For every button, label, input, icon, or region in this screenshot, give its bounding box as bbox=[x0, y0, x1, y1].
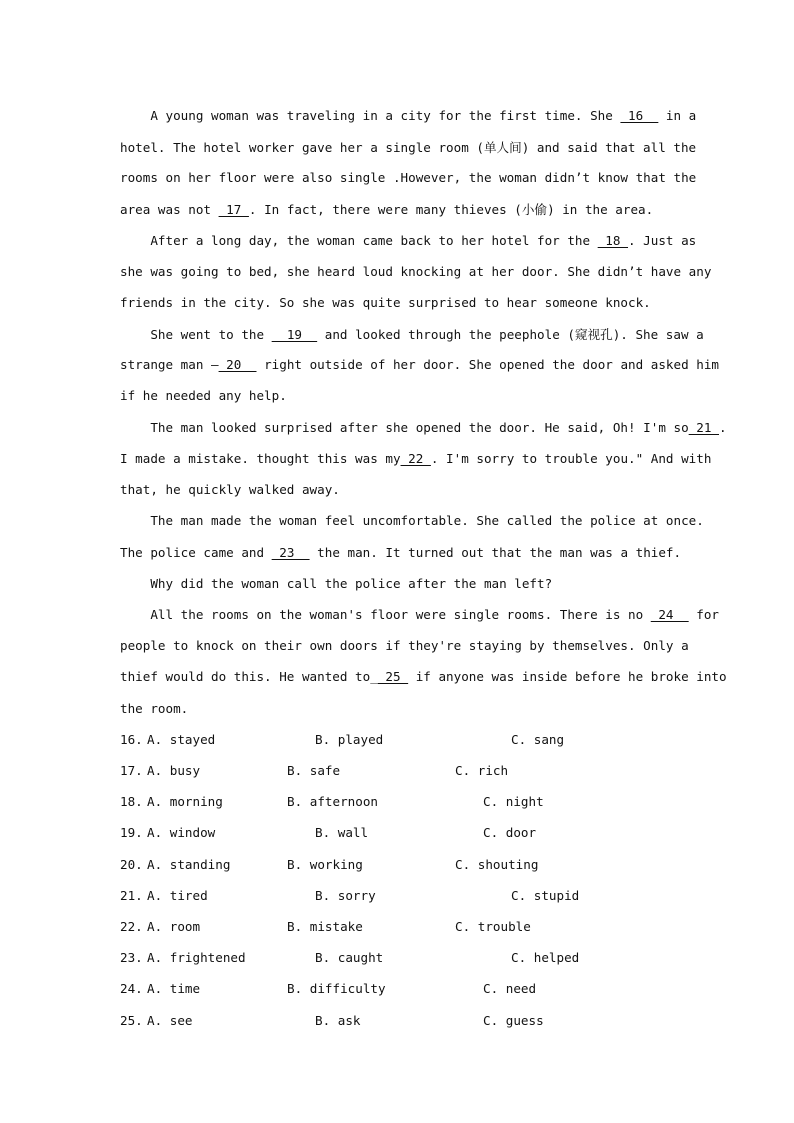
option-a[interactable]: A. room bbox=[147, 919, 201, 934]
option-b[interactable]: B. played bbox=[315, 732, 384, 747]
option-a[interactable]: A. busy bbox=[147, 763, 201, 778]
line-text: The man looked surprised after she opened the door. He said, Oh! I'm so bbox=[120, 420, 689, 435]
passage-line bbox=[120, 669, 727, 684]
passage-line bbox=[120, 264, 712, 279]
line-text: rooms on her floor were also single .However, the woman didn’t know that the bbox=[120, 170, 697, 185]
option-c[interactable]: C. stupid bbox=[511, 888, 580, 903]
answer-blank: 25 bbox=[377, 669, 409, 684]
answer-blank: 21 bbox=[688, 420, 719, 435]
line-text: in a bbox=[658, 108, 697, 123]
question-number: 21. bbox=[120, 888, 143, 903]
line-text: I made a mistake. thought this was my bbox=[120, 451, 401, 466]
option-a[interactable]: A. window bbox=[147, 825, 216, 840]
line-text: She went to the bbox=[120, 327, 272, 342]
answer-blank: 20 bbox=[218, 357, 257, 372]
option-c[interactable]: C. need bbox=[483, 981, 537, 996]
passage-line bbox=[120, 482, 675, 497]
passage-line bbox=[120, 295, 675, 310]
passage-line bbox=[120, 388, 675, 403]
option-c[interactable]: C. shouting bbox=[455, 857, 539, 872]
answer-blank: 17 bbox=[218, 202, 249, 217]
passage-line bbox=[120, 513, 704, 528]
line-text: if he needed any help. bbox=[120, 388, 287, 403]
answer-blank: 22 bbox=[400, 451, 431, 466]
line-text: people to knock on their own doors if they're staying by themselves. Only a bbox=[120, 638, 689, 653]
question-number: 22. bbox=[120, 919, 143, 934]
option-b[interactable]: B. caught bbox=[315, 950, 384, 965]
option-c[interactable]: C. sang bbox=[511, 732, 565, 747]
question-number: 16. bbox=[120, 732, 143, 747]
option-a[interactable]: A. morning bbox=[147, 794, 223, 809]
line-text: . In fact, there were many thieves (小偷) in the area. bbox=[248, 202, 654, 217]
line-text: hotel. The hotel worker gave her a single room (单人间) and said that all the bbox=[120, 140, 697, 155]
passage-line bbox=[120, 170, 697, 185]
line-text: strange man — bbox=[120, 357, 219, 372]
option-b[interactable]: B. difficulty bbox=[287, 981, 386, 996]
passage-line bbox=[120, 357, 720, 372]
line-text: . Just as bbox=[628, 233, 697, 248]
line-text: Why did the woman call the police after the man left? bbox=[120, 576, 553, 591]
passage-line bbox=[120, 420, 727, 435]
option-a[interactable]: A. time bbox=[147, 981, 201, 996]
line-text: friends in the city. So she was quite surprised to hear someone knock. bbox=[120, 295, 651, 310]
option-c[interactable]: C. trouble bbox=[455, 919, 531, 934]
option-c[interactable]: C. guess bbox=[483, 1013, 544, 1028]
answer-blank: 16 bbox=[620, 108, 659, 123]
line-text: A young woman was traveling in a city for the first time. She bbox=[120, 108, 621, 123]
passage-line bbox=[120, 576, 675, 591]
line-text: . bbox=[719, 420, 727, 435]
option-b[interactable]: B. sorry bbox=[315, 888, 376, 903]
answer-blank: 18 bbox=[597, 233, 629, 248]
line-text: The man made the woman feel uncomfortable. She called the police at once. bbox=[120, 513, 704, 528]
option-b[interactable]: B. safe bbox=[287, 763, 341, 778]
option-a[interactable]: A. see bbox=[147, 1013, 193, 1028]
passage-line bbox=[120, 108, 697, 123]
line-text: she was going to bed, she heard loud knocking at her door. She didn’t have any bbox=[120, 264, 712, 279]
passage-line bbox=[120, 324, 704, 343]
line-text: for bbox=[688, 607, 720, 622]
option-a[interactable]: A. frightened bbox=[147, 950, 246, 965]
passage-line bbox=[120, 137, 697, 156]
question-number: 19. bbox=[120, 825, 143, 840]
option-b[interactable]: B. afternoon bbox=[287, 794, 378, 809]
question-number: 17. bbox=[120, 763, 143, 778]
option-c[interactable]: C. night bbox=[483, 794, 544, 809]
option-b[interactable]: B. wall bbox=[315, 825, 369, 840]
line-text: thief would do this. He wanted to_ bbox=[120, 669, 378, 684]
option-a[interactable]: A. tired bbox=[147, 888, 208, 903]
passage-line bbox=[120, 199, 675, 218]
option-a[interactable]: A. standing bbox=[147, 857, 231, 872]
question-number: 24. bbox=[120, 981, 143, 996]
line-text: After a long day, the woman came back to her hotel for the bbox=[120, 233, 598, 248]
passage-line bbox=[120, 607, 720, 622]
option-c[interactable]: C. rich bbox=[455, 763, 509, 778]
option-c[interactable]: C. door bbox=[483, 825, 537, 840]
line-text: right outside of her door. She opened the door and asked him bbox=[256, 357, 720, 372]
line-text: . I'm sorry to trouble you." And with bbox=[430, 451, 712, 466]
line-text: area was not bbox=[120, 202, 219, 217]
option-b[interactable]: B. ask bbox=[315, 1013, 361, 1028]
line-text: and looked through the peephole (窥视孔). She saw a bbox=[317, 327, 704, 342]
line-text: that, he quickly walked away. bbox=[120, 482, 340, 497]
answer-blank: 23 bbox=[271, 545, 310, 560]
answer-blank: 24 bbox=[650, 607, 689, 622]
option-b[interactable]: B. mistake bbox=[287, 919, 363, 934]
question-number: 25. bbox=[120, 1013, 143, 1028]
option-a[interactable]: A. stayed bbox=[147, 732, 216, 747]
line-text: if anyone was inside before he broke into bbox=[408, 669, 727, 684]
question-number: 18. bbox=[120, 794, 143, 809]
option-b[interactable]: B. working bbox=[287, 857, 363, 872]
line-text: the man. It turned out that the man was a thief. bbox=[309, 545, 682, 560]
line-text: All the rooms on the woman's floor were single rooms. There is no bbox=[120, 607, 651, 622]
passage-line bbox=[120, 233, 697, 248]
option-c[interactable]: C. helped bbox=[511, 950, 580, 965]
passage-line bbox=[120, 638, 689, 653]
answer-blank: 19 bbox=[271, 327, 318, 342]
line-text: The police came and bbox=[120, 545, 272, 560]
passage-line bbox=[120, 701, 675, 716]
passage-line bbox=[120, 451, 712, 466]
question-number: 23. bbox=[120, 950, 143, 965]
question-number: 20. bbox=[120, 857, 143, 872]
line-text: the room. bbox=[120, 701, 189, 716]
passage-line bbox=[120, 545, 682, 560]
